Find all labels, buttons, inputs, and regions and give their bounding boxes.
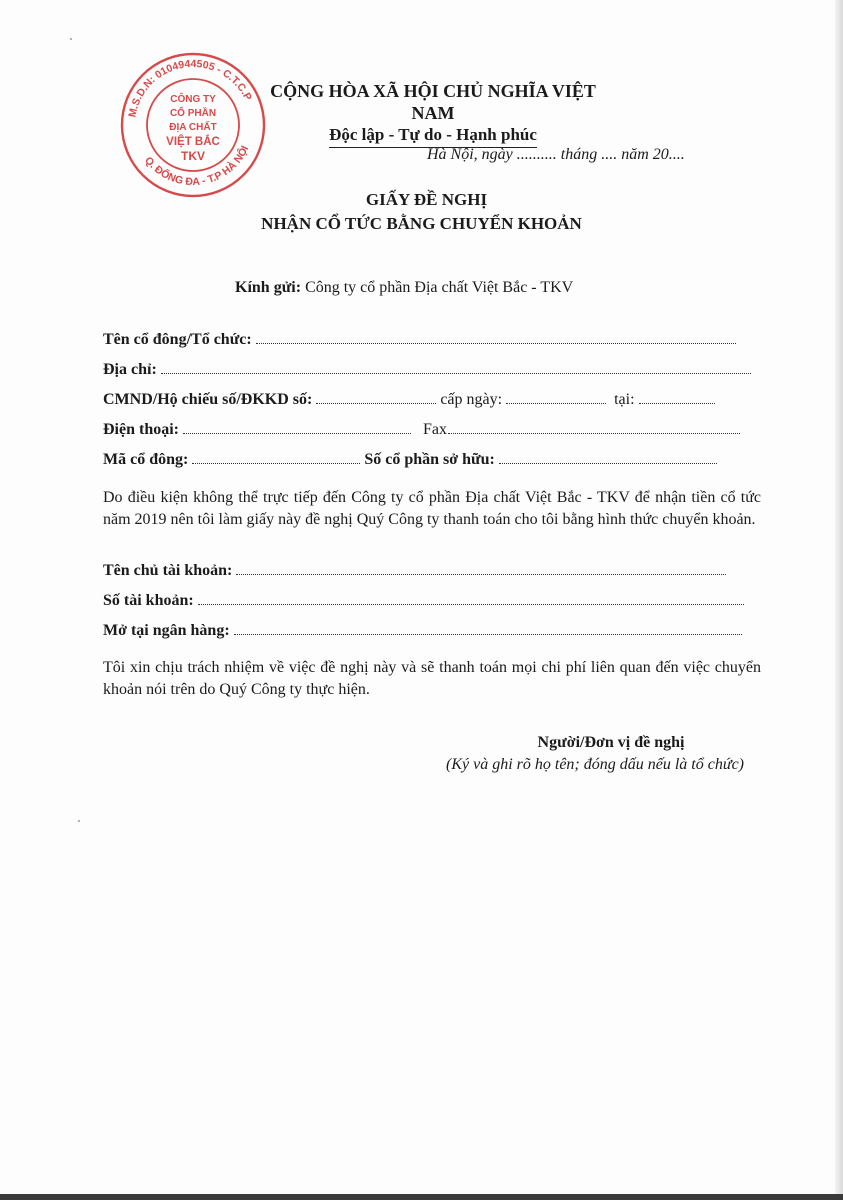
issue-date-blank[interactable]	[506, 391, 606, 404]
national-header	[248, 80, 618, 148]
recipient-value: Công ty cổ phần Địa chất Việt Bắc - TKV	[305, 279, 574, 296]
document-title	[0, 188, 843, 236]
signer-title: Người/Đơn vị đề nghị	[537, 734, 685, 751]
shareholder-name-blank[interactable]	[256, 331, 736, 344]
signature-block	[415, 732, 775, 776]
shareholder-code-blank[interactable]	[192, 451, 360, 464]
phone-fax-field	[103, 421, 740, 439]
recipient-label: Kính gửi:	[235, 279, 302, 296]
id-number-field	[103, 391, 715, 409]
fax-label: Fax	[423, 421, 447, 438]
seal-line: TKV	[181, 149, 205, 163]
bank-label: Mở tại ngân hàng:	[103, 622, 230, 639]
account-number-label: Số tài khoản:	[103, 592, 194, 609]
id-number-label: CMND/Hộ chiếu số/ĐKKD số:	[103, 391, 313, 408]
account-holder-field	[103, 562, 726, 580]
issue-place-label: tại:	[614, 391, 635, 408]
address-blank[interactable]	[161, 361, 751, 374]
seal-ring-text: M.S.D.N: 0104944505 - C.T.C.P	[126, 57, 254, 119]
company-seal	[118, 50, 268, 200]
title-line-2: NHẬN CỔ TỨC BẰNG CHUYỂN KHOẢN	[261, 214, 582, 233]
seal-line: CÔNG TY	[170, 94, 216, 105]
page-edge-shadow	[835, 0, 843, 1200]
page-bottom-border	[0, 1194, 843, 1200]
issue-date-label: cấp ngày:	[440, 391, 503, 408]
title-line-1: GIẤY ĐỀ NGHỊ	[365, 190, 488, 209]
address-field	[103, 361, 751, 379]
scan-speck	[70, 38, 72, 40]
shareholder-name-label: Tên cổ đông/Tổ chức:	[103, 331, 252, 348]
date-line: Hà Nội, ngày .......... tháng .... năm 20....	[427, 146, 685, 163]
phone-blank[interactable]	[183, 421, 411, 434]
shares-owned-blank[interactable]	[499, 451, 717, 464]
address-label: Địa chỉ:	[103, 361, 157, 378]
phone-label: Điện thoại:	[103, 421, 179, 438]
issue-place-blank[interactable]	[639, 391, 715, 404]
request-paragraph: Do điều kiện không thể trực tiếp đến Công ty cổ phần Địa chất Việt Bắc - TKV để nhận tiền cổ tức năm 2019 nên tôi làm giấy này đề nghị Quý Công ty thanh toán cho tôi bằng hình thức chuyển khoản.	[103, 489, 761, 528]
commitment-paragraph: Tôi xin chịu trách nhiệm về việc đề nghị này và sẽ thanh toán mọi chi phí liên quan đến việc chuyển khoản nói trên do Quý Công ty thực hiện.	[103, 659, 761, 698]
seal-line: VIỆT BẮC	[166, 136, 220, 148]
scan-speck	[78, 820, 80, 822]
account-number-blank[interactable]	[198, 592, 744, 605]
nation-name: CỘNG HÒA XÃ HỘI CHỦ NGHĨA VIỆT NAM	[270, 81, 596, 123]
signature-note: (Ký và ghi rõ họ tên; đóng dấu nếu là tổ chức)	[446, 756, 744, 773]
fax-blank[interactable]	[448, 421, 740, 434]
account-holder-blank[interactable]	[236, 562, 726, 575]
seal-line: ĐỊA CHẤT	[169, 122, 217, 133]
id-number-blank[interactable]	[316, 391, 436, 404]
shares-owned-label: Số cổ phần sở hữu:	[364, 451, 495, 468]
seal-center-text	[166, 92, 220, 163]
shareholder-code-label: Mã cổ đông:	[103, 451, 189, 468]
recipient-line	[235, 279, 573, 297]
seal-bottom-text: Q. ĐỐNG ĐA - T.P HÀ NỘI	[142, 144, 252, 189]
bank-blank[interactable]	[234, 622, 742, 635]
bank-field	[103, 622, 742, 640]
account-number-field	[103, 592, 744, 610]
shareholder-code-field	[103, 451, 717, 469]
account-holder-label: Tên chủ tài khoản:	[103, 562, 233, 579]
national-motto: Độc lập - Tự do - Hạnh phúc	[329, 124, 537, 148]
seal-line: CỔ PHẦN	[169, 108, 217, 119]
shareholder-name-field	[103, 331, 736, 349]
